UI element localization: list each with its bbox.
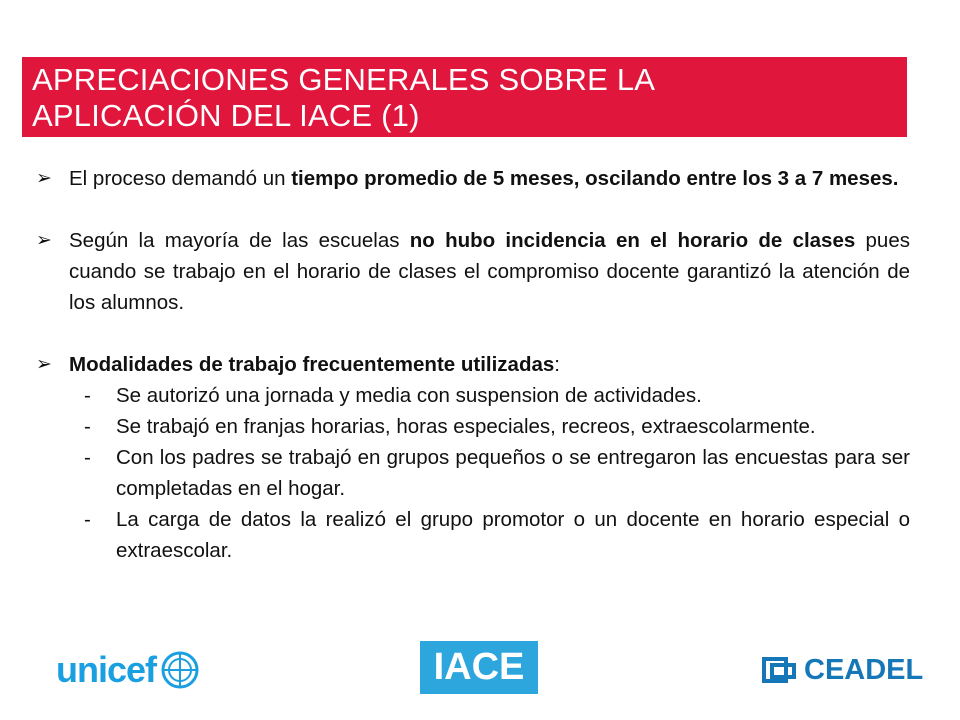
bullet-text: Según la mayoría de las escuelas: [69, 229, 410, 252]
iace-logo-text: IACE: [433, 646, 525, 688]
ceadel-logo: [762, 651, 923, 689]
bullet-item-modalities: [32, 349, 910, 380]
globe-icon: [160, 650, 200, 690]
slide-title-line-2: APLICACIÓN DEL IACE (1): [32, 98, 420, 133]
dash-marker: -: [84, 384, 91, 407]
list-item: [32, 442, 910, 504]
bullet-bold-text: no hubo incidencia en el horario de clases: [409, 229, 856, 252]
arrow-bullet-icon: ➢: [36, 230, 52, 251]
bullet-text: El proceso demandó un: [69, 167, 292, 190]
slide-title-line-1: APRECIACIONES GENERALES SOBRE LA: [32, 62, 656, 97]
bullet-item-schedule: [32, 225, 910, 318]
dash-marker: -: [84, 415, 91, 438]
bullet-text: :: [554, 353, 560, 376]
bullet-bold-text: tiempo promedio de 5 meses, oscilando entre los 3 a 7 meses.: [291, 167, 899, 190]
list-item-text: La carga de datos la realizó el grupo promotor o un docente en horario especial o extraescolar.: [116, 508, 910, 562]
unicef-logo: [56, 648, 200, 692]
list-item: [32, 380, 910, 411]
iace-logo: [420, 641, 538, 694]
slide-title: [32, 62, 892, 134]
bullet-item-process-time: [32, 163, 910, 194]
list-item: [32, 411, 910, 442]
arrow-bullet-icon: ➢: [36, 354, 52, 375]
list-item-text: Se autorizó una jornada y media con suspension de actividades.: [116, 384, 702, 407]
bullet-list: [32, 163, 910, 566]
dash-marker: -: [84, 446, 91, 469]
ceadel-logo-text: CEADEL: [804, 653, 924, 686]
bullet-bold-text: Modalidades de trabajo frecuentemente utilizadas: [69, 353, 555, 376]
list-item-text: Se trabajó en franjas horarias, horas especiales, recreos, extraescolarmente.: [116, 415, 816, 438]
list-item-text: Con los padres se trabajó en grupos pequeños o se entregaron las encuestas para ser completadas en el hogar.: [116, 446, 910, 500]
dash-marker: -: [84, 508, 91, 531]
modalities-list: [32, 380, 910, 566]
arrow-bullet-icon: ➢: [36, 168, 52, 189]
ceadel-mark-icon: [762, 655, 796, 685]
bullet-text: pues cuando se trabajo en el horario de clases el compromiso docente garantizó la atención de los alumnos.: [69, 229, 910, 314]
unicef-logo-text: unicef: [56, 649, 157, 690]
list-item: [32, 504, 910, 566]
